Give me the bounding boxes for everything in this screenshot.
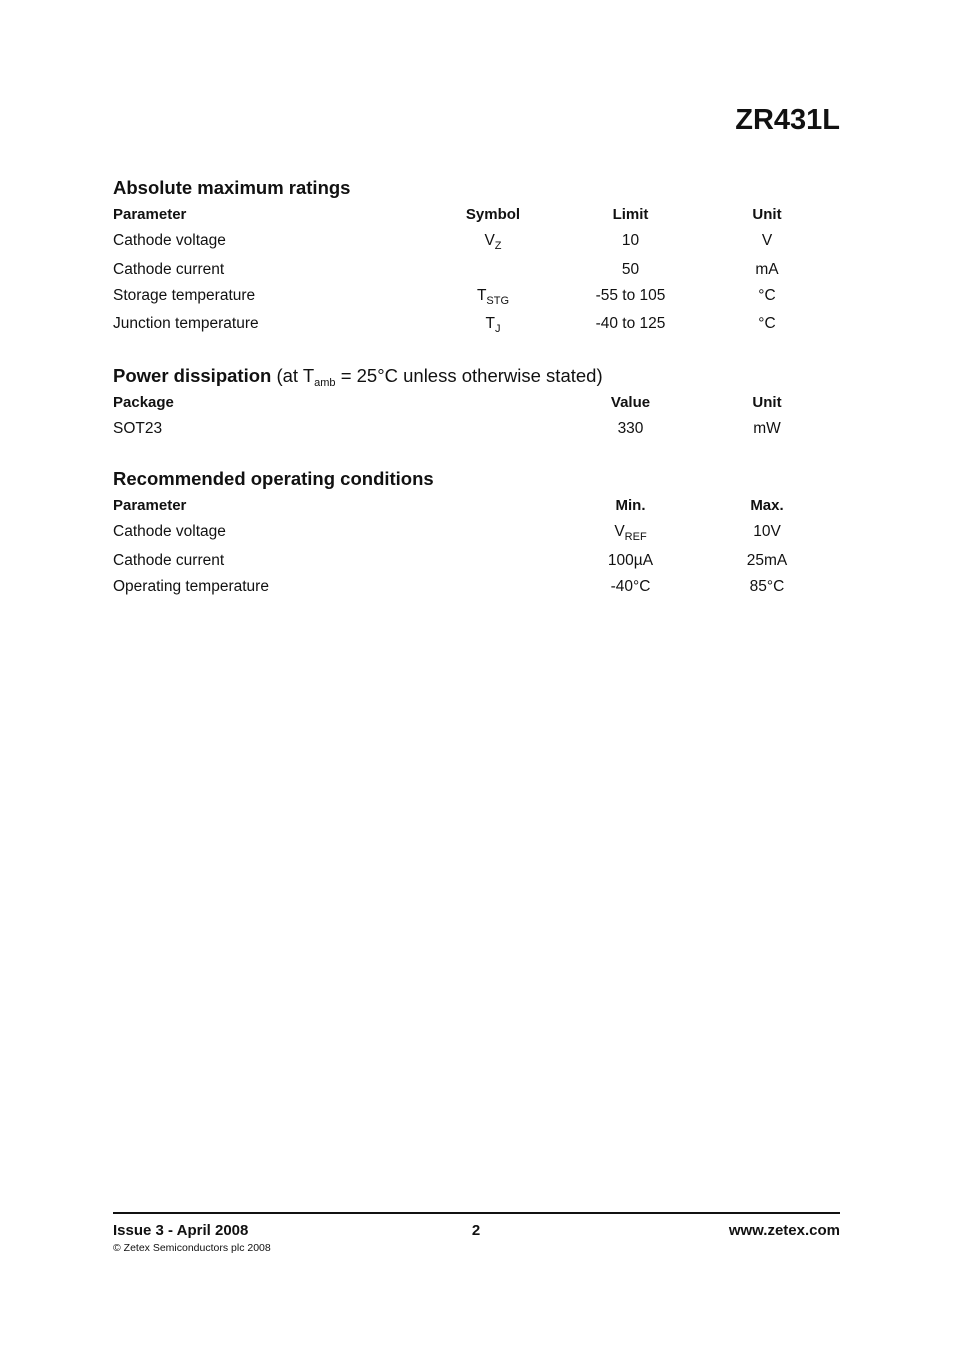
unit-cell: mA: [755, 261, 779, 278]
parameter-cell: Cathode current: [113, 552, 225, 569]
power-condition: (at $T_{amb} = 25^\circ C$ unless otherwise stated): [276, 365, 603, 389]
table-row: [113, 416, 840, 442]
rec-section: [113, 465, 840, 600]
col-value-header: Value: [610, 394, 651, 411]
table-row: [113, 311, 840, 337]
max-cell: 25mA: [746, 552, 788, 569]
power-title: Power dissipation: [113, 365, 272, 386]
symbol-cell: $T_J$: [485, 315, 501, 335]
abs-max-title: Absolute maximum ratings: [113, 177, 351, 198]
unit-cell: °C: [758, 315, 776, 332]
limit-cell: 50: [621, 261, 640, 278]
unit-cell: V: [761, 232, 773, 249]
power-header-row: [113, 390, 840, 416]
col-unit-header: Unit: [752, 394, 782, 411]
table-row: [113, 548, 840, 574]
col-limit-header: Limit: [612, 206, 649, 223]
max-cell: 10V: [753, 523, 781, 540]
parameter-cell: Cathode current: [113, 261, 225, 278]
col-max-header: Max.: [750, 497, 784, 514]
power-section: [113, 362, 840, 442]
table-row: [113, 228, 840, 257]
col-unit-header: Unit: [752, 206, 782, 223]
col-package-header: Package: [113, 394, 174, 411]
table-row: [113, 283, 840, 311]
abs-max-section: [113, 174, 840, 337]
parameter-cell: Operating temperature: [113, 578, 269, 595]
symbol-cell: $T_{STG}$: [476, 287, 510, 307]
unit-cell: mW: [753, 420, 781, 437]
parameter-cell: Junction temperature: [113, 315, 259, 332]
limit-cell: -40 to 125: [595, 315, 666, 332]
rec-title: Recommended operating conditions: [113, 468, 434, 489]
rec-header-row: [113, 493, 840, 519]
footer-issue: Issue 3 - April 2008: [113, 1222, 249, 1239]
table-row: [113, 519, 840, 548]
table-row: [113, 257, 840, 283]
page-number: 2: [471, 1222, 481, 1239]
parameter-cell: Storage temperature: [113, 287, 256, 304]
max-cell: 85°C: [749, 578, 785, 595]
table-row: [113, 574, 840, 600]
package-cell: SOT23: [113, 420, 163, 437]
part-number: ZR431L: [735, 104, 840, 136]
parameter-cell: Cathode voltage: [113, 232, 226, 249]
min-cell: -40°C: [610, 578, 651, 595]
symbol-cell: $V_Z$: [484, 232, 502, 252]
limit-cell: -55 to 105: [595, 287, 666, 304]
footer-copyright: © Zetex Semiconductors plc 2008: [113, 1242, 271, 1254]
min-cell: $V_{REF}$: [614, 523, 647, 543]
parameter-cell: Cathode voltage: [113, 523, 226, 540]
min-cell: 100µA: [607, 552, 654, 569]
limit-cell: 10: [621, 232, 640, 249]
footer-website-link[interactable]: www.zetex.com: [728, 1222, 840, 1239]
abs-max-header-row: [113, 202, 840, 228]
col-parameter-header: Parameter: [113, 497, 187, 514]
unit-cell: °C: [758, 287, 776, 304]
footer-divider: [113, 1212, 840, 1214]
col-min-header: Min.: [615, 497, 646, 514]
col-parameter-header: Parameter: [113, 206, 187, 223]
power-title-line: [113, 362, 840, 390]
value-cell: 330: [617, 420, 644, 437]
col-symbol-header: Symbol: [465, 206, 521, 223]
